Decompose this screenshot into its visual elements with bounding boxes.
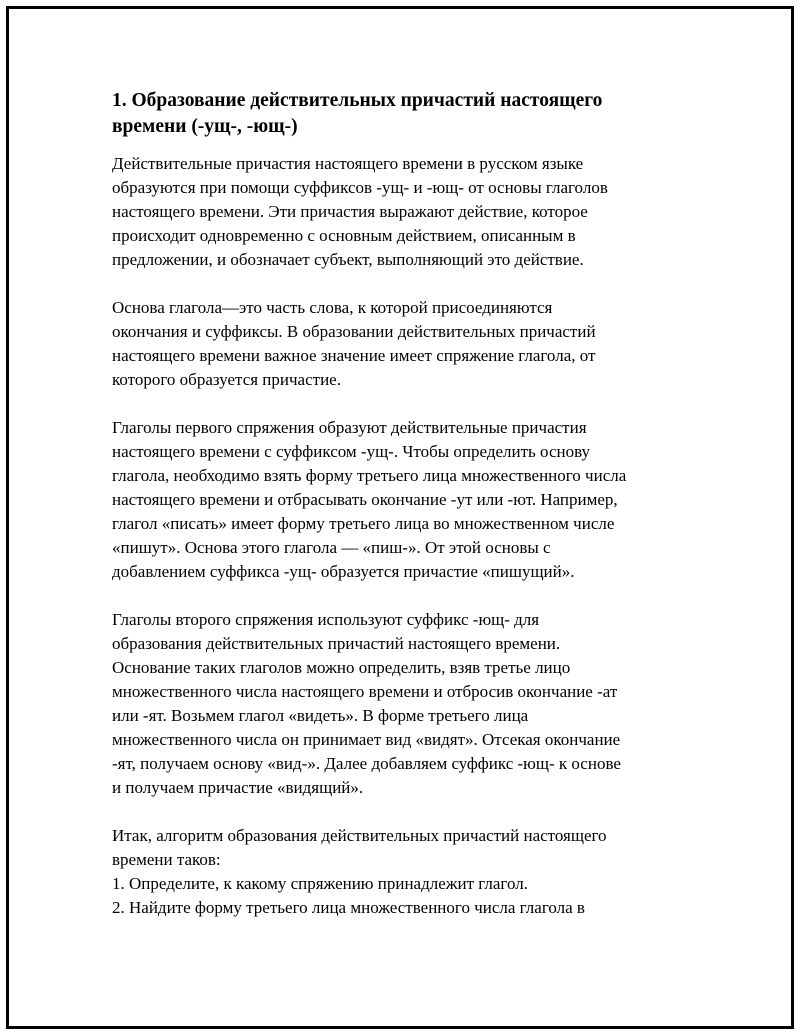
- paragraph-algorithm: Итак, алгоритм образования действительных причастий настоящего времени таков: 1. Определите, к какому спряжению принадлежит глагол. 2. Найдите форму третьего лица множественного числа глагола в: [112, 826, 607, 917]
- paragraph-stem: Основа глагола—это часть слова, к которой присоединяются окончания и суффиксы. В образовании действительных причастий настоящего времени важное значение имеет спряжение глагола, от которого образуется причастие.: [112, 298, 596, 389]
- document-body: [112, 88, 680, 920]
- paragraph-second-conjugation: Глаголы второго спряжения используют суффикс -ющ- для образования действительных причастий настоящего времени. Основание таких глаголов можно определить, взяв третье лицо множественного числа настоящего времени и отбросив окончание -ат или -ят. Возьмем глагол «видеть». В форме третьего лица множественного числа он принимает вид «видят». Отсекая окончание -ят, получаем основу «вид-». Далее добавляем суффикс -ющ- к основе и получаем причастие «видящий».: [112, 610, 621, 797]
- section-heading: 1. Образование действительных причастий настоящего времени (-ущ-, -ющ-): [112, 90, 603, 137]
- paragraph-intro: Действительные причастия настоящего времени в русском языке образуются при помощи суффиксов -ущ- и -ющ- от основы глаголов настоящего времени. Эти причастия выражают действие, которое происходит одновременно с основным действием, описанным в предложении, и обозначает субъект, выполняющий это действие.: [112, 154, 608, 269]
- paragraph-first-conjugation: Глаголы первого спряжения образуют действительные причастия настоящего времени с суффиксом -ущ-. Чтобы определить основу глагола, необходимо взять форму третьего лица множественного числа настоящего времени и отбрасывать окончание -ут или -ют. Например, глагол «писать» имеет форму третьего лица во множественном числе «пишут». Основа этого глагола — «пиш-». От этой основы с добавлением суффикса -ущ- образуется причастие «пишущий».: [112, 418, 627, 581]
